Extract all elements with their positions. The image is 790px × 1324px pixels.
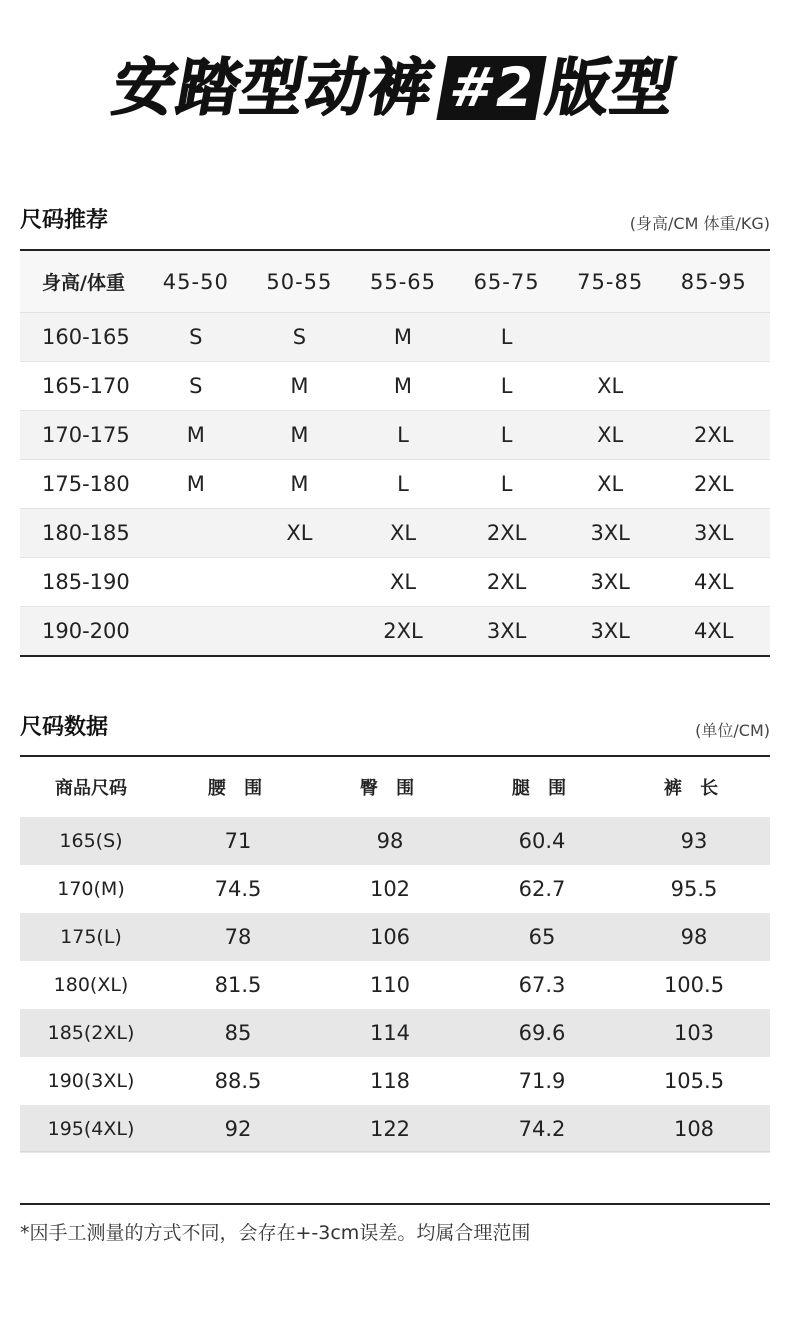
sizes-title: 尺码数据 [20,715,109,740]
table-cell: L [500,472,513,496]
table-row [20,313,770,362]
table-row [20,1009,770,1057]
table-row [20,913,770,961]
footer-note: *因手工测量的方式不同，会存在+-3cm误差。均属合理范围 [20,1222,531,1244]
header-cell: 45-50 [162,269,229,294]
table-row [20,607,770,655]
table-row [20,558,770,607]
sizes-unit: (单位/CM) [695,721,770,740]
headline-suffix: 版型 [542,51,683,124]
table-cell: 3XL [694,521,734,545]
table-row [20,362,770,411]
table-row [20,1057,770,1105]
table-cell: 65 [528,925,556,949]
table-cell: 118 [369,1069,411,1093]
table-cell: 2XL [486,521,527,545]
table-cell: 95.5 [670,877,718,901]
table-cell: 180-185 [42,521,130,545]
table-cell: M [290,423,309,447]
table-cell: XL [389,521,417,545]
headline-text: 安踏型动裤 [107,51,441,124]
table-row [20,509,770,558]
table-cell: L [500,423,513,447]
table-cell: 74.5 [214,877,262,901]
table-cell: 122 [369,1117,411,1141]
page-headline [0,48,790,128]
table-row [20,411,770,460]
table-cell: 110 [369,973,411,997]
table-cell: 98 [680,925,708,949]
size-recommend-table [20,249,770,657]
header-cell: 85-95 [680,269,747,294]
table-cell: 100.5 [663,973,725,997]
table-cell: L [500,374,513,398]
table-cell: 160-165 [42,325,130,349]
table-cell: 85 [224,1021,252,1045]
table-cell: 106 [369,925,411,949]
header-cell: 裤 长 [663,778,725,799]
table-cell: S [292,325,307,349]
table-cell: M [290,472,309,496]
headline-badge: #2 [436,56,546,120]
table-cell: 62.7 [518,877,566,901]
recommend-title: 尺码推荐 [20,208,109,233]
table-cell: 105.5 [663,1069,725,1093]
table-cell: L [500,325,513,349]
table-divider [20,1151,770,1152]
table-cell: L [397,472,409,496]
table-cell: 190-200 [42,619,130,643]
header-cell: 55-65 [369,269,436,294]
table-cell: 4XL [694,570,734,594]
table-cell: 170(M) [57,878,125,900]
header-cell: 65-75 [473,269,540,294]
size-data-table [20,755,770,1153]
header-cell: 75-85 [577,269,644,294]
table-header-row [20,757,770,817]
table-cell: 2XL [694,472,734,496]
recommend-unit: (身高/CM 体重/KG) [629,214,770,233]
table-cell: 81.5 [214,973,262,997]
table-cell: 3XL [590,521,630,545]
recommend-section-header [20,203,770,234]
table-cell: 195(4XL) [47,1118,135,1140]
table-cell: XL [286,521,313,545]
table-cell: 185-190 [42,570,130,594]
header-cell: 臀 围 [359,778,421,799]
table-cell: XL [597,374,624,398]
header-cell: 50-55 [266,269,333,294]
table-cell: 74.2 [518,1117,566,1141]
table-cell: 2XL [694,423,734,447]
table-cell: M [186,423,205,447]
footer-divider [20,1203,770,1205]
table-cell: XL [389,570,417,594]
table-cell: 2XL [383,619,423,643]
table-cell: L [397,423,409,447]
table-cell: S [189,325,203,349]
table-cell: 71 [224,829,252,853]
table-cell: M [393,325,413,349]
table-cell: M [393,374,413,398]
table-cell: 165-170 [42,374,130,398]
table-cell: 175(L) [60,926,122,948]
table-cell: M [290,374,309,398]
table-cell: 88.5 [214,1069,262,1093]
table-cell: 2XL [486,570,527,594]
table-cell: 3XL [486,619,527,643]
table-cell: 175-180 [42,472,130,496]
table-cell: 93 [680,829,708,853]
table-cell: 114 [369,1021,411,1045]
table-cell: 69.6 [518,1021,566,1045]
table-cell: 185(2XL) [47,1022,135,1044]
sizes-section-header [20,710,770,741]
table-cell: 71.9 [518,1069,566,1093]
table-row [20,865,770,913]
table-cell: 180(XL) [53,974,129,996]
table-cell: 4XL [694,619,734,643]
table-cell: 3XL [590,570,630,594]
table-cell: 78 [224,925,252,949]
table-cell: 98 [376,829,404,853]
table-cell: 3XL [590,619,630,643]
table-cell: 102 [369,877,411,901]
table-cell: XL [597,423,624,447]
table-row [20,460,770,509]
table-cell: 108 [673,1117,715,1141]
table-cell: 92 [224,1117,252,1141]
table-header-row [20,251,770,313]
header-cell: 身高/体重 [42,272,125,294]
table-row [20,961,770,1009]
table-cell: 190(3XL) [47,1070,135,1092]
header-cell: 商品尺码 [55,778,127,799]
table-row [20,817,770,865]
table-cell: S [189,374,203,398]
header-cell: 腿 围 [511,778,573,799]
table-cell: 103 [673,1021,715,1045]
table-cell: 60.4 [518,829,566,853]
table-cell: 165(S) [59,830,123,852]
table-cell: 67.3 [518,973,566,997]
table-cell: XL [597,472,624,496]
header-cell: 腰 围 [207,778,269,799]
table-row [20,1105,770,1153]
table-cell: M [186,472,205,496]
table-cell: 170-175 [42,423,130,447]
